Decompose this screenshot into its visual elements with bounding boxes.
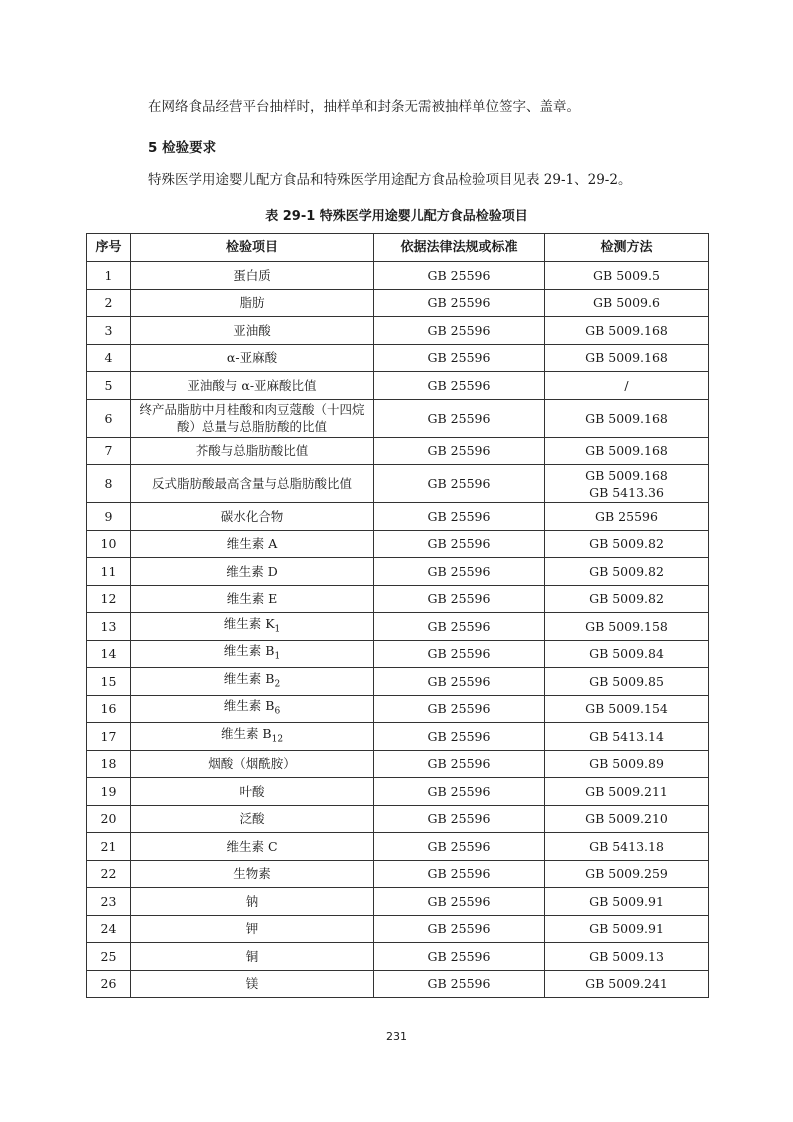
cell-method — [545, 399, 709, 437]
cell-basis: GB 25596 — [374, 695, 545, 723]
cell-basis: GB 25596 — [374, 778, 545, 806]
cell-item — [131, 558, 374, 586]
cell-method — [545, 915, 709, 943]
cell-item-subscript: 1 — [274, 624, 281, 634]
table-header-row — [87, 234, 709, 262]
cell-item — [131, 437, 374, 465]
table-row — [87, 503, 709, 531]
cell-method — [545, 888, 709, 916]
cell-item — [131, 399, 374, 437]
table-row — [87, 943, 709, 971]
table-row — [87, 558, 709, 586]
cell-basis: GB 25596 — [374, 558, 545, 586]
cell-basis: GB 25596 — [374, 613, 545, 641]
cell-item-text: 芥酸与总脂肪酸比值 — [195, 443, 309, 459]
cell-method-line: GB 5009.168 — [585, 443, 668, 459]
cell-item — [131, 585, 374, 613]
cell-method-line: GB 5009.211 — [585, 783, 668, 799]
table-row — [87, 668, 709, 696]
cell-method — [545, 640, 709, 668]
header-no: 序号 — [87, 234, 131, 262]
cell-no: 22 — [87, 860, 131, 888]
cell-item — [131, 613, 374, 641]
cell-method — [545, 585, 709, 613]
cell-method — [545, 613, 709, 641]
cell-item-text: 亚油酸与 α-亚麻酸比值 — [187, 377, 317, 393]
cell-basis: GB 25596 — [374, 262, 545, 290]
cell-no: 3 — [87, 317, 131, 345]
cell-method — [545, 289, 709, 317]
cell-method — [545, 344, 709, 372]
cell-method-line: GB 5009.89 — [589, 756, 664, 772]
cell-item — [131, 640, 374, 668]
cell-item — [131, 262, 374, 290]
cell-method — [545, 970, 709, 998]
intro-paragraph: 在网络食品经营平台抽样时，抽样单和封条无需被抽样单位签字、盖章。 — [148, 99, 580, 115]
cell-item-text: 叶酸 — [239, 783, 265, 799]
cell-no: 19 — [87, 778, 131, 806]
cell-method-line: GB 5009.168 — [585, 350, 668, 366]
cell-item-text: 维生素 A — [226, 536, 278, 552]
cell-item-text: 维生素 K — [223, 615, 275, 631]
cell-no: 5 — [87, 372, 131, 400]
table-row — [87, 437, 709, 465]
cell-method-line: GB 5009.168 — [585, 410, 668, 426]
cell-item-text: 维生素 B — [223, 698, 275, 713]
cell-item — [131, 805, 374, 833]
cell-method-line: GB 5009.154 — [585, 701, 668, 717]
table-row — [87, 530, 709, 558]
cell-item — [131, 833, 374, 861]
cell-basis: GB 25596 — [374, 970, 545, 998]
cell-item-text: 脂肪 — [239, 295, 265, 311]
cell-item-text: 碳水化合物 — [220, 508, 284, 524]
cell-basis: GB 25596 — [374, 668, 545, 696]
cell-basis: GB 25596 — [374, 344, 545, 372]
cell-method — [545, 372, 709, 400]
cell-item-text: 维生素 D — [226, 563, 278, 579]
cell-basis: GB 25596 — [374, 465, 545, 503]
cell-basis: GB 25596 — [374, 750, 545, 778]
table-row — [87, 465, 709, 503]
table-row — [87, 640, 709, 668]
cell-item-subscript: 6 — [274, 706, 281, 717]
cell-item-text: 泛酸 — [239, 811, 265, 827]
cell-item-text: 铜 — [245, 948, 259, 964]
cell-item-text: 镁 — [245, 976, 259, 992]
cell-method-line: GB 5009.84 — [589, 646, 664, 662]
cell-basis: GB 25596 — [374, 943, 545, 971]
cell-item-text: α-亚麻酸 — [226, 350, 278, 366]
cell-basis: GB 25596 — [374, 888, 545, 916]
cell-no: 7 — [87, 437, 131, 465]
cell-method-line: GB 5009.158 — [585, 618, 668, 634]
cell-method-line: GB 5009.91 — [589, 921, 664, 937]
cell-method — [545, 262, 709, 290]
cell-item — [131, 668, 374, 696]
cell-item-text: 亚油酸 — [233, 322, 271, 338]
cell-method — [545, 778, 709, 806]
cell-method — [545, 695, 709, 723]
cell-item — [131, 970, 374, 998]
table-row — [87, 289, 709, 317]
table-row — [87, 723, 709, 751]
table-row — [87, 585, 709, 613]
cell-basis: GB 25596 — [374, 585, 545, 613]
cell-method-line: GB 5009.210 — [585, 811, 668, 827]
cell-no: 6 — [87, 399, 131, 437]
cell-method-line: GB 5009.5 — [593, 267, 660, 283]
table-row — [87, 888, 709, 916]
cell-no: 10 — [87, 530, 131, 558]
cell-basis: GB 25596 — [374, 317, 545, 345]
header-basis: 依据法律法规或标准 — [374, 234, 545, 262]
cell-method — [545, 317, 709, 345]
cell-no: 9 — [87, 503, 131, 531]
cell-method — [545, 668, 709, 696]
section-heading: 5 检验要求 — [148, 140, 217, 156]
cell-item-text: 维生素 B — [220, 725, 272, 741]
table-row — [87, 262, 709, 290]
table-row — [87, 372, 709, 400]
cell-no: 12 — [87, 585, 131, 613]
cell-no: 15 — [87, 668, 131, 696]
cell-basis: GB 25596 — [374, 437, 545, 465]
table-row — [87, 833, 709, 861]
cell-method-line: GB 5009.259 — [585, 866, 668, 882]
table-row — [87, 778, 709, 806]
cell-no: 26 — [87, 970, 131, 998]
cell-item-subscript: 1 — [274, 651, 281, 662]
cell-basis: GB 25596 — [374, 503, 545, 531]
cell-basis: GB 25596 — [374, 399, 545, 437]
cell-item-text: 维生素 E — [226, 591, 278, 607]
cell-basis: GB 25596 — [374, 805, 545, 833]
cell-basis: GB 25596 — [374, 640, 545, 668]
cell-no: 23 — [87, 888, 131, 916]
cell-no: 8 — [87, 465, 131, 503]
cell-item-text: 钠 — [245, 893, 259, 909]
cell-item — [131, 778, 374, 806]
cell-item — [131, 317, 374, 345]
cell-method — [545, 558, 709, 586]
cell-no: 25 — [87, 943, 131, 971]
cell-method-line: / — [624, 377, 629, 393]
cell-item-text: 维生素 B — [223, 643, 275, 658]
cell-method-line: GB 5009.91 — [589, 893, 664, 909]
cell-method-line: GB 5009.82 — [589, 536, 664, 552]
cell-item-text: 终产品脂肪中月桂酸和肉豆蔻酸（十四烷酸）总量与总脂肪酸的比值 — [139, 402, 365, 434]
cell-no: 14 — [87, 640, 131, 668]
cell-no: 1 — [87, 262, 131, 290]
cell-item — [131, 860, 374, 888]
cell-method — [545, 530, 709, 558]
table-row — [87, 805, 709, 833]
cell-item-text: 反式脂肪酸最高含量与总脂肪酸比值 — [151, 476, 352, 491]
cell-no: 17 — [87, 723, 131, 751]
cell-method — [545, 723, 709, 751]
header-item: 检验项目 — [131, 234, 374, 262]
table-row — [87, 695, 709, 723]
cell-item-text: 维生素 C — [226, 838, 278, 854]
cell-method-line: GB 5413.36 — [589, 484, 664, 500]
cell-item-text: 蛋白质 — [233, 267, 271, 283]
cell-method — [545, 833, 709, 861]
cell-item — [131, 503, 374, 531]
cell-method — [545, 805, 709, 833]
cell-no: 24 — [87, 915, 131, 943]
cell-item — [131, 888, 374, 916]
cell-item — [131, 750, 374, 778]
cell-basis: GB 25596 — [374, 289, 545, 317]
cell-item-text: 钾 — [245, 921, 259, 937]
cell-item-text: 维生素 B — [223, 670, 275, 686]
section-paragraph: 特殊医学用途婴儿配方食品和特殊医学用途配方食品检验项目见表 29-1、29-2。 — [148, 172, 632, 188]
table-row — [87, 344, 709, 372]
cell-item — [131, 695, 374, 723]
cell-item — [131, 943, 374, 971]
cell-method — [545, 437, 709, 465]
cell-item-subscript: 2 — [274, 679, 281, 689]
cell-basis: GB 25596 — [374, 723, 545, 751]
table-caption: 表 29-1 特殊医学用途婴儿配方食品检验项目 — [265, 209, 528, 224]
cell-item-subscript: 12 — [271, 734, 284, 744]
cell-method-line: GB 5413.18 — [589, 838, 664, 854]
page-number: 231 — [386, 1030, 407, 1043]
cell-basis: GB 25596 — [374, 860, 545, 888]
cell-method-line: GB 25596 — [595, 508, 658, 524]
cell-item — [131, 289, 374, 317]
cell-item — [131, 530, 374, 558]
cell-method-line: GB 5009.82 — [589, 563, 664, 579]
cell-item-text: 生物素 — [233, 866, 271, 882]
cell-no: 4 — [87, 344, 131, 372]
table-row — [87, 915, 709, 943]
inspection-items-table — [86, 233, 709, 998]
cell-no: 18 — [87, 750, 131, 778]
table-row — [87, 613, 709, 641]
cell-basis: GB 25596 — [374, 915, 545, 943]
cell-method-line: GB 5009.13 — [589, 948, 664, 964]
cell-method-line: GB 5009.168 — [585, 322, 668, 338]
table-row — [87, 860, 709, 888]
cell-method — [545, 943, 709, 971]
cell-method-line: GB 5413.14 — [589, 728, 664, 744]
cell-method — [545, 465, 709, 503]
cell-method-line: GB 5009.82 — [589, 591, 664, 607]
table-row — [87, 970, 709, 998]
cell-no: 16 — [87, 695, 131, 723]
cell-method — [545, 860, 709, 888]
cell-basis: GB 25596 — [374, 372, 545, 400]
table-row — [87, 317, 709, 345]
cell-method-line: GB 5009.85 — [589, 673, 664, 689]
cell-item — [131, 465, 374, 503]
cell-item — [131, 344, 374, 372]
cell-item — [131, 372, 374, 400]
cell-item — [131, 723, 374, 751]
cell-item-text: 烟酸（烟酰胺） — [208, 756, 296, 772]
cell-no: 21 — [87, 833, 131, 861]
cell-item — [131, 915, 374, 943]
cell-method-line: GB 5009.241 — [585, 976, 668, 992]
cell-no: 20 — [87, 805, 131, 833]
cell-method-line: GB 5009.6 — [593, 295, 660, 311]
cell-method — [545, 503, 709, 531]
cell-basis: GB 25596 — [374, 530, 545, 558]
cell-no: 2 — [87, 289, 131, 317]
cell-method — [545, 750, 709, 778]
cell-no: 13 — [87, 613, 131, 641]
cell-basis: GB 25596 — [374, 833, 545, 861]
cell-no: 11 — [87, 558, 131, 586]
header-method: 检测方法 — [545, 234, 709, 262]
cell-method-line: GB 5009.168 — [585, 467, 668, 483]
table-row — [87, 750, 709, 778]
table-row — [87, 399, 709, 437]
